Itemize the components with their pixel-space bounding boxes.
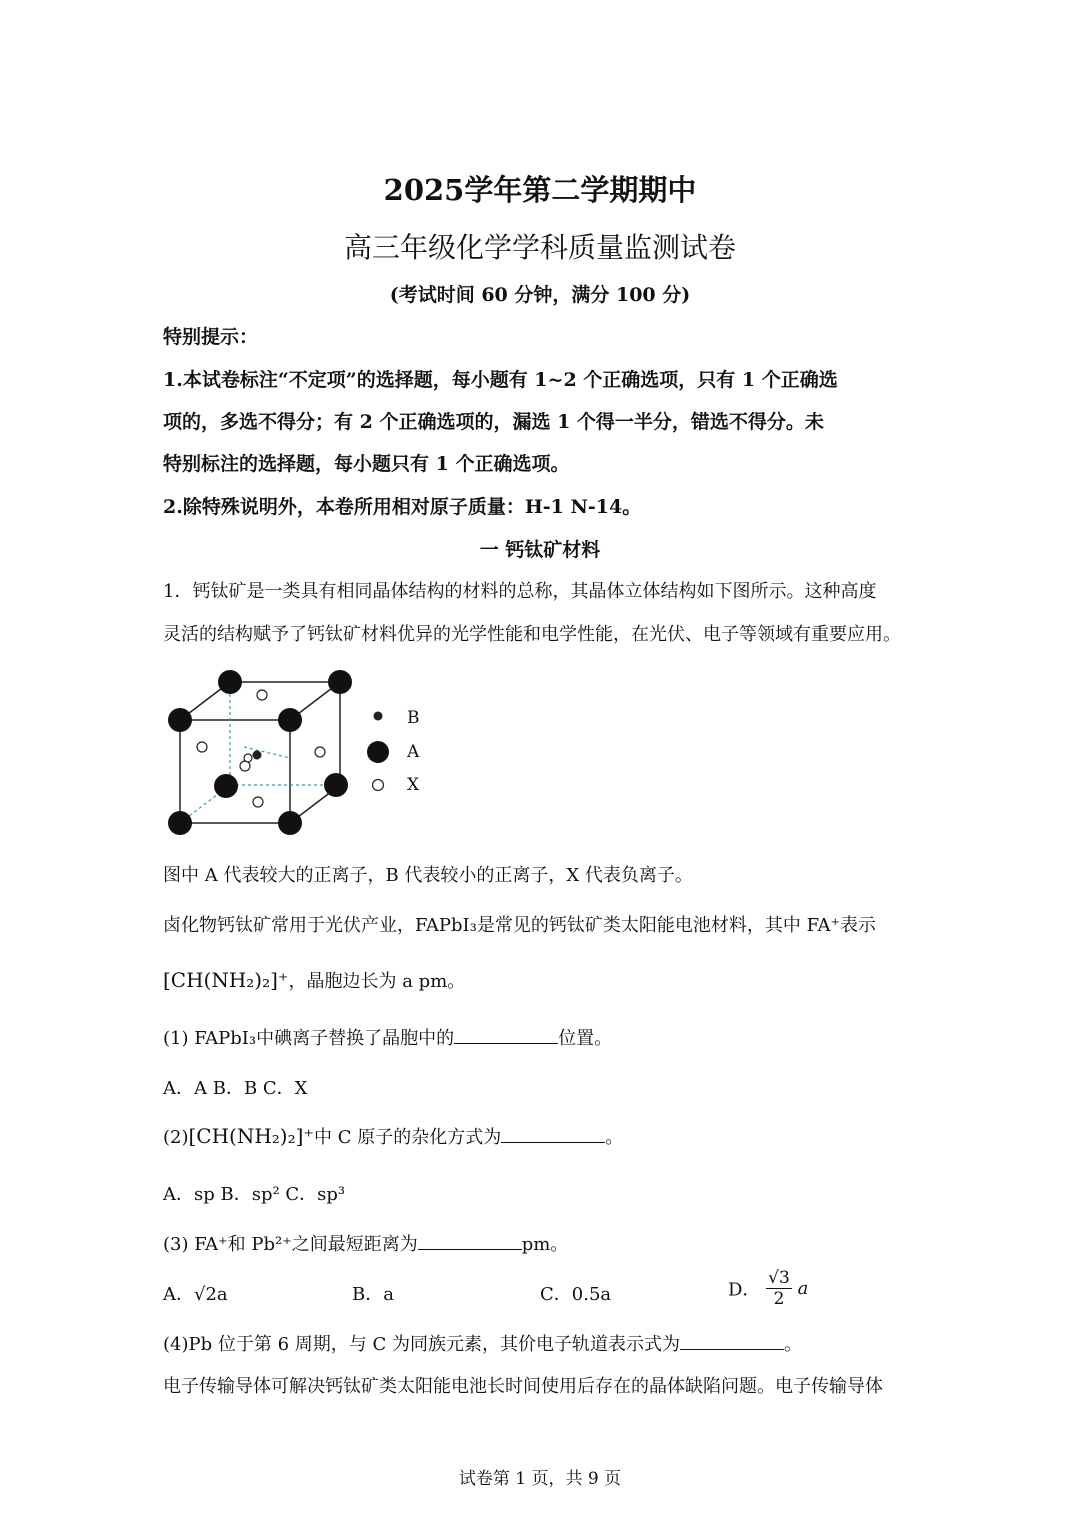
q3-answer-blank[interactable] [418,1235,522,1250]
x-ion [315,747,325,757]
q4-text: (4)Pb 位于第 6 周期，与 C 为同族元素，其价电子轨道表示式为 [163,1334,680,1355]
x-ion [253,797,263,807]
halide-line2-text: ，晶胞边长为 a pm。 [288,971,466,992]
exam-title-line2: 高三年级化学学科质量监测试卷 [343,231,736,264]
x-ion [244,754,252,762]
notes-item1-line3: 特别标注的选择题，每小题只有 1 个正确选项。 [163,453,570,475]
exam-subtitle: (考试时间 60 分钟，满分 100 分) [389,284,691,306]
exam-title-line1: 2025学年第二学期期中 [383,173,697,207]
q1-options: A．A B．B C．X [163,1078,308,1099]
a-ion [328,670,352,694]
q1-tail: 位置。 [558,1028,613,1049]
halide-line1: 卤化物钙钛矿常用于光伏产业，FAPbI₃是常见的钙钛矿类太阳能电池材料，其中 FA⁺表示 [163,915,877,936]
figure-caption: 图中 A 代表较大的正离子，B 代表较小的正离子，X 代表负离子。 [163,865,693,886]
notes-item2: 2.除特殊说明外，本卷所用相对原子质量：H-1 N-14。 [163,496,642,518]
legend-a-symbol [367,741,389,763]
notes-item1-line1: 1.本试卷标注“不定项”的选择题，每小题有 1~2 个正确选项，只有 1 个正确选 [163,369,838,391]
legend-symbols [365,700,395,800]
q2-prefix: (2) [163,1127,189,1148]
legend-b-label: B [407,708,420,728]
question-3 [163,1230,568,1256]
q2-answer-blank[interactable] [501,1128,605,1143]
halide-line2 [163,967,465,993]
closing-paragraph: 电子传输导体可解决钙钛矿类太阳能电池长时间使用后存在的晶体缺陷问题。电子传输导体 [163,1376,883,1397]
x-ion [257,690,267,700]
a-ion [168,708,192,732]
q3-text: (3) FA⁺和 Pb²⁺之间最短距离为 [163,1234,418,1255]
q2-formula: [CH(NH₂)₂]⁺ [188,1124,314,1148]
b-ion [253,751,261,759]
legend-x-label: X [407,775,420,795]
section-title: 一 钙钛矿材料 [479,539,601,561]
q3-option-d-label: D． [728,1279,761,1301]
a-ion [168,811,192,835]
q3-tail: pm。 [521,1234,569,1255]
q2-text: 中 C 原子的杂化方式为 [314,1127,502,1148]
a-ion [278,811,302,835]
legend-x-symbol [373,780,384,791]
x-ion [197,742,207,752]
q3-option-d-denominator: 2 [773,1289,785,1309]
a-ion [278,708,302,732]
notes-item1-line2: 项的，多选不得分；有 2 个正确选项的，漏选 1 个得一半分，错选不得分。未 [163,411,824,433]
question-4 [163,1330,802,1356]
q3-option-a: A．√2a [163,1284,228,1305]
a-ion [218,670,242,694]
q3-option-b: B．a [352,1284,394,1305]
q4-answer-blank[interactable] [680,1335,784,1350]
intro-line2: 灵活的结构赋予了钙钛矿材料优异的光学性能和电学性能，在光伏、电子等领域有重要应用。 [163,624,901,645]
q3-option-d-var: a [797,1278,809,1299]
q2-tail: 。 [605,1127,624,1148]
q3-option-d-numerator: √3 [768,1268,790,1288]
q3-option-d [728,1268,808,1309]
legend-a-label: A [407,742,420,762]
legend-b-symbol [374,712,383,721]
page-footer: 试卷第 1 页，共 9 页 [458,1469,622,1489]
q3-option-c: C．0.5a [540,1284,612,1305]
a-ion [214,774,238,798]
q2-options: A．sp B．sp² C．sp³ [163,1184,346,1205]
question-1 [163,1024,612,1050]
perovskite-crystal-diagram [160,660,360,845]
a-ion [324,773,348,797]
q1-answer-blank[interactable] [454,1029,558,1044]
question-2 [163,1123,623,1149]
q1-text: (1) FAPbI₃中碘离子替换了晶胞中的 [163,1028,455,1049]
notes-heading: 特别提示： [163,326,259,348]
q3-option-d-fraction [766,1268,792,1309]
q4-tail: 。 [783,1334,802,1355]
intro-line1: 1．钙钛矿是一类具有相同晶体结构的材料的总称，其晶体立体结构如下图所示。这种高度 [163,581,877,602]
fa-formula: [CH(NH₂)₂]⁺ [163,968,289,992]
